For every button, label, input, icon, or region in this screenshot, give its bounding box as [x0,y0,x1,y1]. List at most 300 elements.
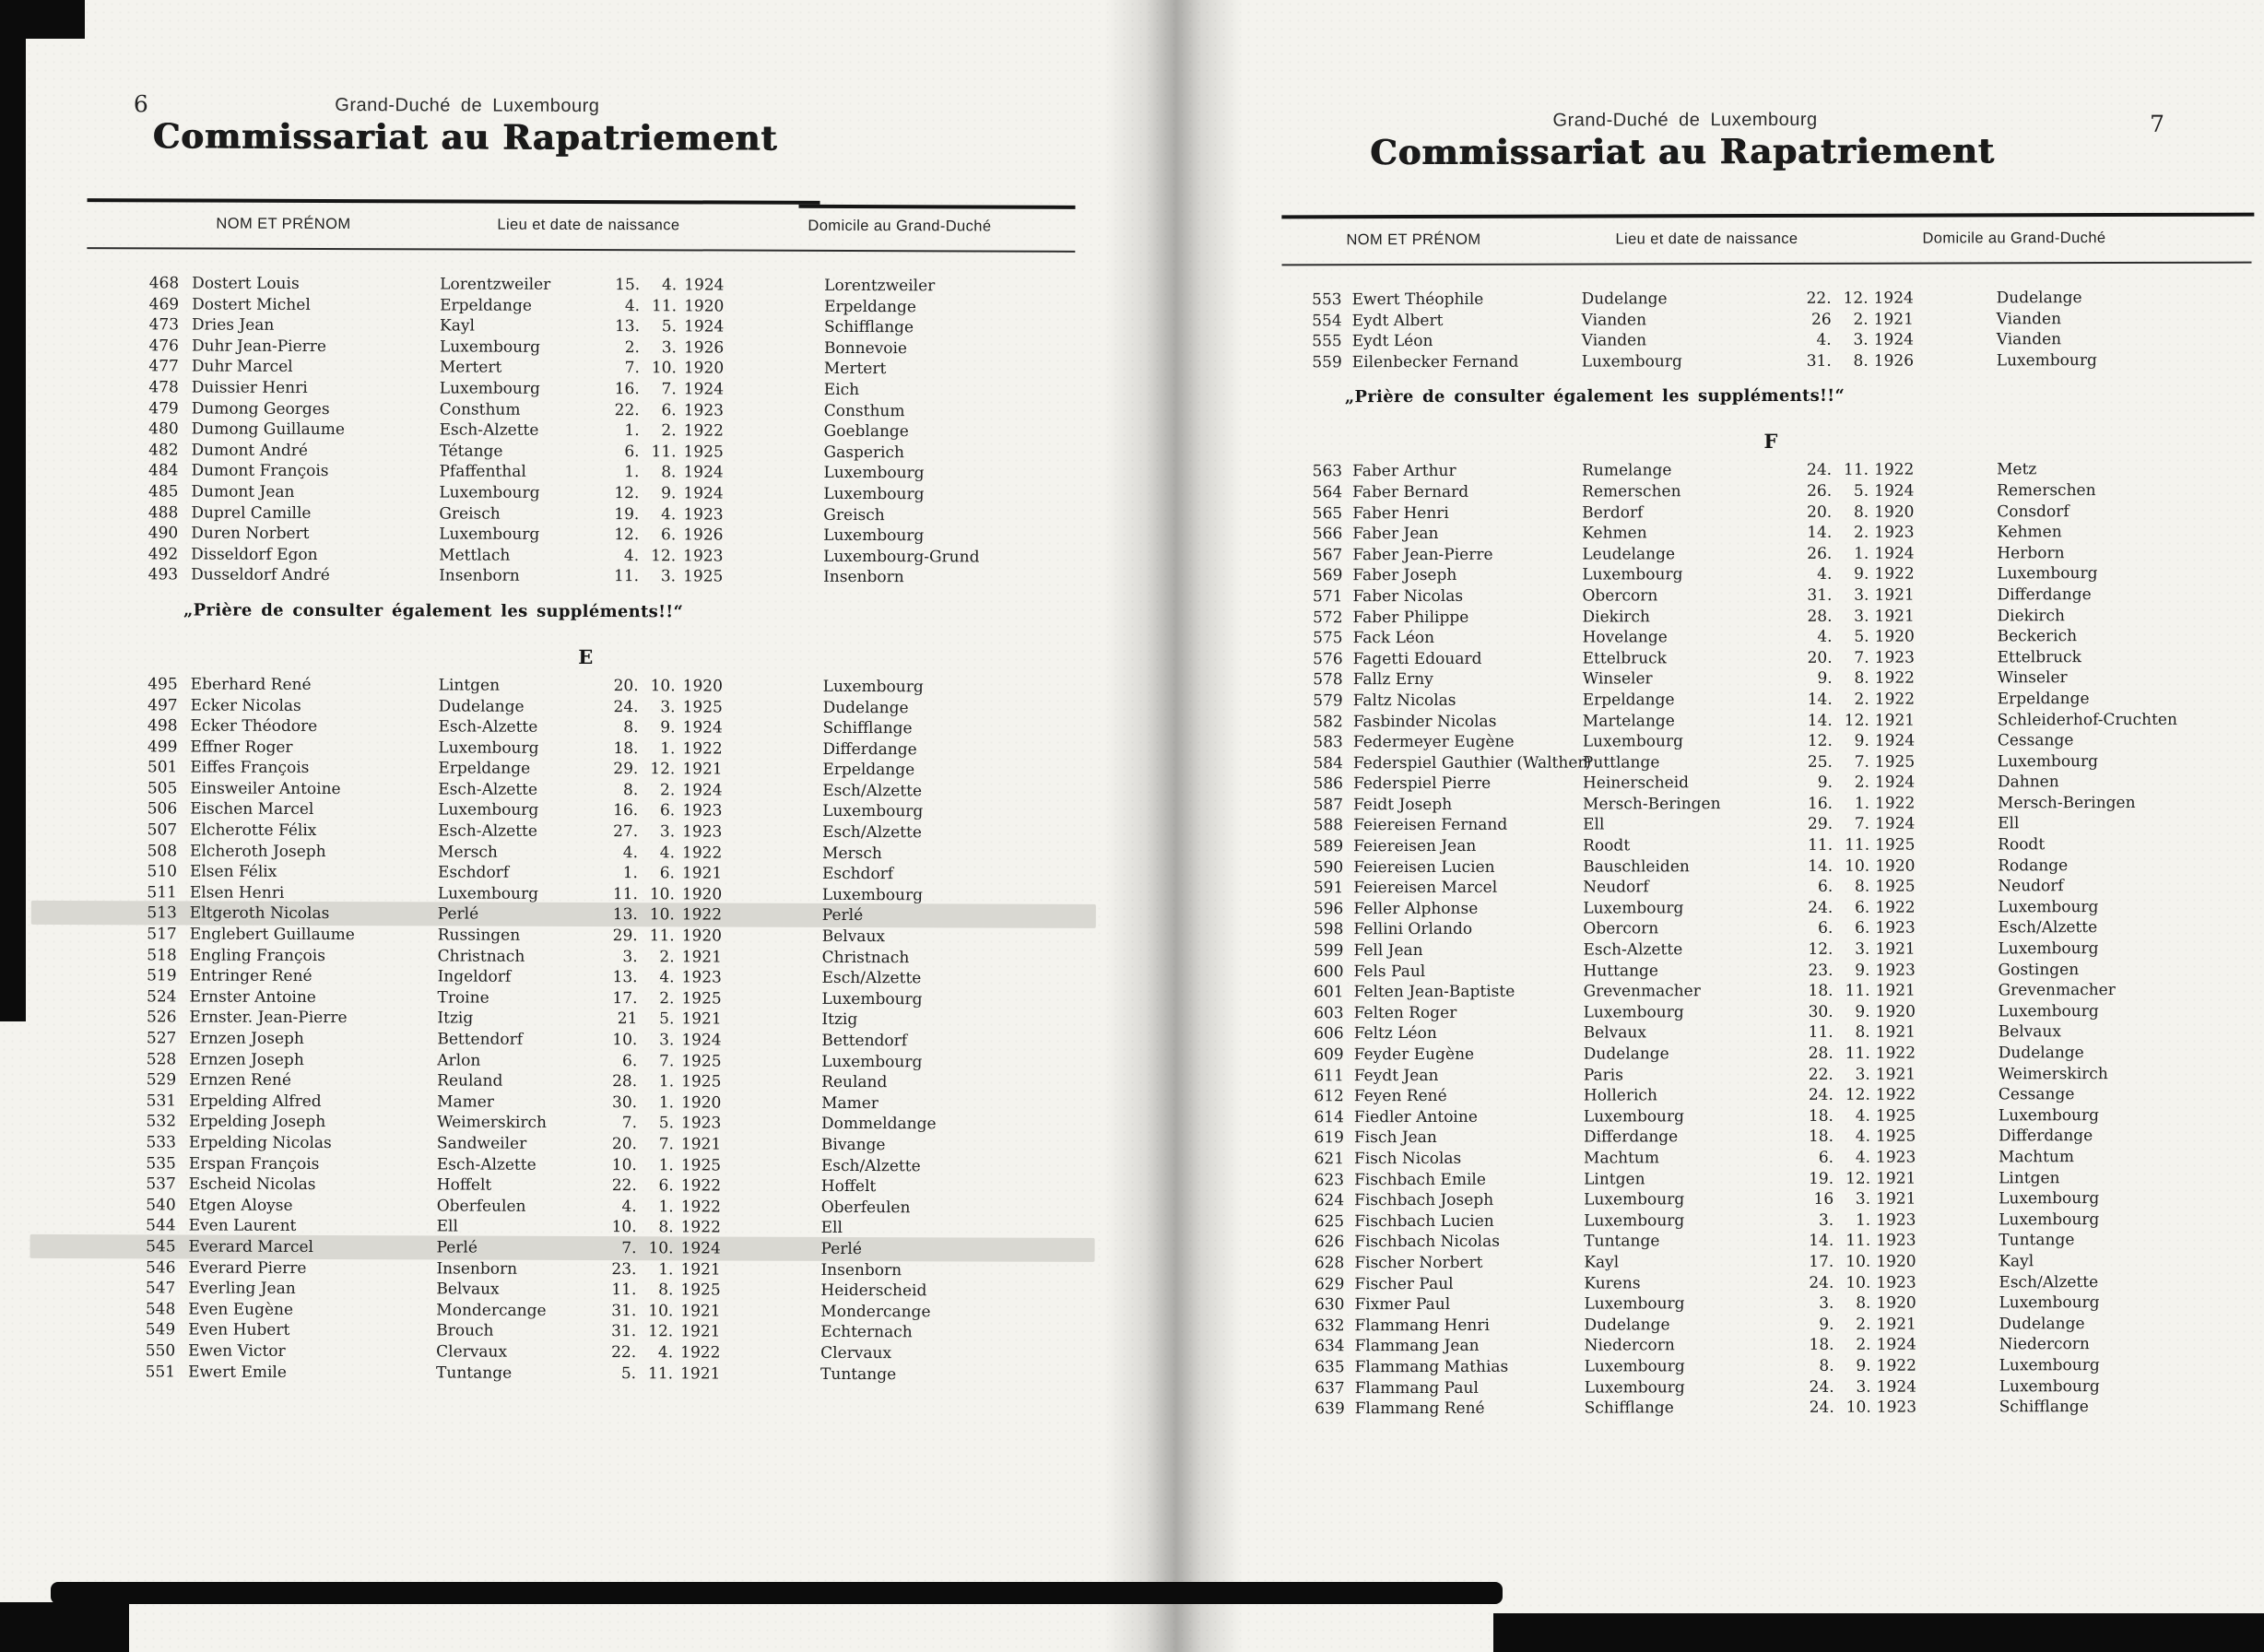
birth-year: 1922 [680,1343,721,1363]
person-name: Fellini Orlando [1353,920,1473,939]
person-name: Eilenbecker Fernand [1351,352,1519,372]
birth-month: 3. [1855,1189,1871,1209]
birthplace: Belvaux [436,1280,500,1299]
birth-year: 1922 [680,1176,722,1196]
domicile: Dudelange [822,698,909,717]
row-number: 578 [1313,670,1343,690]
domicile: Erpeldange [822,761,915,780]
birth-day: 6. [1818,919,1834,938]
person-name: Eltgeroth Nicolas [189,903,330,924]
birth-day: 5. [620,1363,637,1383]
domicile: Differdange [822,739,917,759]
birthplace: Kayl [440,316,475,336]
birth-day: 19. [1809,1169,1834,1188]
birth-day: 29. [612,926,638,946]
birth-day: 3. [1819,1293,1834,1313]
row-number: 639 [1315,1399,1345,1419]
person-name: Duren Norbert [191,524,310,544]
birth-day: 24. [1809,1377,1834,1397]
person-name: Felten Roger [1353,1003,1457,1022]
birth-month: 9. [661,484,677,503]
person-name: Duhr Jean-Pierre [191,336,327,356]
birth-day: 24. [1808,898,1834,917]
birth-month: 2. [661,421,677,441]
birth-day: 14. [1809,1232,1834,1251]
birth-month: 3. [1855,1065,1870,1084]
birth-month: 3. [661,338,677,358]
birth-month: 10. [1845,1252,1871,1271]
table-row [1284,1147,2261,1170]
domicile: Clervaux [820,1343,892,1363]
row-number: 501 [147,758,178,777]
birth-year: 1921 [681,1009,722,1029]
birth-year: 1924 [683,463,724,482]
birth-month: 2. [659,947,675,966]
birth-day: 26 [1810,310,1832,329]
row-number: 477 [148,357,179,376]
birth-day: 22. [611,1343,637,1363]
person-name: Feydt Jean [1353,1066,1439,1085]
person-name: Feiereisen Marcel [1353,879,1498,898]
person-name: Dumont François [191,461,329,481]
birth-month: 11. [649,926,675,946]
birthplace: Luxembourg [1581,352,1682,372]
person-name: Federspiel Pierre [1352,774,1492,794]
rows-container [83,273,1087,1386]
birth-month: 11. [1845,1232,1871,1251]
domicile: Mersch [822,844,882,863]
birthplace: Sandweiler [436,1134,527,1153]
birth-month: 4. [659,968,675,987]
row-number: 546 [145,1257,176,1277]
domicile: Machtum [1999,1148,2074,1167]
birth-month: 1. [658,1155,674,1174]
birth-day: 23. [1808,961,1834,980]
person-name: Federmeyer Eugène [1352,732,1515,752]
birth-day: 6. [624,442,640,461]
birth-month: 12. [1844,711,1869,730]
person-name: Dumont Jean [191,482,295,502]
birth-day: 30. [1808,1002,1834,1021]
column-header-birth: Lieu et date de naissance [1615,230,1798,248]
country-kicker: Grand-Duché de Luxembourg [1552,109,1818,131]
birth-day: 20. [1807,648,1833,667]
birth-year: 1922 [1875,794,1916,813]
person-name: Feltz Léon [1353,1024,1437,1044]
person-name: Faber Bernard [1352,482,1469,502]
person-name: Fell Jean [1353,941,1423,961]
table-row [1283,876,2260,899]
birth-month: 2. [1854,523,1869,542]
birth-day: 22. [1808,1065,1834,1084]
birth-day: 14. [1807,523,1833,543]
table-row [1284,1000,2261,1023]
birth-day: 14. [1808,856,1834,876]
birth-month: 11. [1845,835,1870,855]
birth-day: 4. [1817,565,1833,584]
person-name: Fallz Erny [1352,670,1433,690]
row-number: 553 [1312,290,1342,310]
birth-year: 1921 [1876,1169,1916,1188]
birthplace: Roodt [1583,836,1631,856]
row-number: 544 [146,1216,176,1235]
row-number: 545 [146,1237,176,1257]
scan-edge-left [0,0,26,1021]
domicile: Diekirch [1997,606,2065,625]
birth-year: 1924 [1874,481,1915,501]
birth-day: 18. [1808,1127,1834,1147]
birth-year: 1926 [683,525,724,545]
birthplace: Russingen [437,926,521,945]
birth-year: 1921 [1874,585,1915,605]
birthplace: Arlon [437,1051,481,1070]
row-number: 473 [148,315,180,335]
birth-day: 4. [1817,627,1833,646]
domicile: Reuland [821,1073,888,1092]
table-row [1282,288,2259,311]
birthplace: Leudelange [1582,545,1676,564]
birthplace: Berdorf [1582,502,1644,523]
domicile: Luxembourg [822,677,924,697]
birth-year: 1923 [682,801,723,820]
row-number: 609 [1314,1045,1344,1065]
table-row [1282,480,2259,503]
birth-month: 8. [1853,351,1869,371]
birthplace: Perlé [437,904,479,925]
person-name: Eydt Léon [1351,332,1433,351]
birth-day: 8. [1819,1356,1834,1375]
birth-month: 7. [1854,752,1869,772]
birth-day: 13. [612,905,638,925]
birth-year: 1922 [1874,564,1915,584]
table-row [1284,1126,2261,1149]
row-number: 493 [147,565,179,584]
row-number: 576 [1313,649,1343,669]
row-number: 492 [147,545,179,564]
birthplace: Machtum [1584,1149,1659,1168]
birth-year: 1924 [1876,1377,1916,1397]
birth-month: 9. [1855,961,1870,980]
birth-day: 29. [1808,815,1834,834]
person-name: Eydt Albert [1351,311,1444,330]
domicile: Tuntange [820,1364,897,1384]
birthplace: Esch-Alzette [438,821,537,841]
birthplace: Mettlach [439,546,511,565]
birth-day: 18. [1808,982,1834,1001]
birthplace: Esch-Alzette [439,420,539,440]
table-row [1284,1167,2261,1190]
domicile: Luxembourg [1997,751,2099,772]
person-name: Everard Pierre [188,1258,307,1278]
row-number: 526 [146,1008,177,1027]
birth-day: 10. [611,1155,637,1174]
row-number: 488 [147,502,179,522]
birth-month: 8. [1856,1293,1871,1313]
table-row [1283,689,2260,712]
birthplace: Lorentzweiler [440,275,551,294]
birth-month: 1. [658,1198,674,1217]
birthplace: Eschdorf [437,863,510,882]
domicile: Vianden [1996,309,2062,328]
person-name: Elcherotte Félix [190,820,317,841]
domicile: Luxembourg [1999,1376,2100,1396]
birth-year: 1924 [1873,330,1915,349]
birth-year: 1921 [1874,711,1916,730]
row-number: 484 [148,461,179,480]
birth-day: 24. [613,697,639,716]
birth-day: 31. [1807,585,1833,605]
birth-month: 9. [1854,731,1869,750]
row-number: 490 [147,524,179,543]
birth-month: 8. [1855,877,1870,897]
birth-month: 8. [658,1280,674,1300]
domicile: Dudelange [1998,1044,2084,1063]
birth-month: 1. [1854,794,1870,813]
person-name: Faber Henri [1352,503,1449,523]
divider [1281,262,2251,266]
birth-day: 8. [623,781,639,800]
domicile: Erpeldange [824,297,916,316]
row-number: 559 [1312,352,1342,372]
domicile: Luxembourg [1999,1293,2100,1313]
domicile: Winseler [1997,668,2068,688]
row-number: 567 [1312,545,1343,565]
birthplace: Rumelange [1582,461,1672,480]
birthplace: Consthum [439,400,521,419]
row-number: 575 [1313,629,1343,648]
person-name: Flammang Mathias [1354,1357,1509,1377]
birth-month: 3. [1854,607,1869,626]
birth-year: 1920 [1874,627,1915,646]
birth-year: 1925 [1874,752,1916,772]
birthplace: Insenborn [436,1258,518,1279]
birth-month: 4. [661,504,677,524]
birth-year: 1920 [1875,1002,1916,1021]
birth-month: 6. [1855,919,1870,938]
birthplace: Hollerich [1583,1086,1657,1105]
row-number: 598 [1313,920,1344,939]
birth-month: 6. [659,864,676,883]
birth-month: 9. [1854,565,1869,584]
birth-year: 1923 [1876,1148,1916,1167]
birth-day: 16. [1807,794,1834,813]
birth-year: 1924 [1874,731,1916,750]
row-number: 482 [148,441,179,460]
scan-edge-top-left [0,0,85,39]
birth-month: 9. [1855,1002,1870,1021]
birth-month: 4. [659,843,676,862]
birth-day: 4. [622,843,639,862]
birthplace: Differdange [1583,1127,1679,1147]
birth-month: 10. [1845,1273,1871,1292]
birthplace: Christnach [437,947,525,966]
domicile: Luxembourg [1998,897,2099,917]
birth-month: 10. [649,885,675,904]
birthplace: Tuntange [1584,1232,1660,1251]
birth-day: 28. [1807,607,1833,626]
domicile: Luxembourg [1998,939,2099,959]
domicile: Heiderscheid [820,1281,927,1301]
birthplace: Esch-Alzette [438,780,538,799]
person-name: Federspiel Gauthier (Walther) [1352,753,1592,773]
birth-day: 12. [1807,731,1833,750]
domicile: Erpeldange [1997,690,2090,709]
birth-year: 1921 [1875,939,1916,959]
table-row [1283,709,2260,732]
birth-month: 7. [661,380,677,399]
row-number: 495 [147,675,178,694]
domicile: Schleiderhof-Cruchten [1997,710,2177,729]
person-name: Fischer Paul [1354,1274,1454,1293]
page-gutter-shadow [1104,0,1243,1652]
person-name: Ernzen Joseph [189,1050,304,1069]
divider [88,198,820,205]
birth-day: 9. [1819,1315,1834,1334]
row-number: 584 [1313,753,1343,773]
birth-year: 1925 [680,1280,721,1300]
birth-month: 1. [1854,544,1869,563]
person-name: Erpelding Joseph [188,1112,326,1132]
birth-day: 24. [1808,1086,1834,1105]
person-name: Elcheroth Joseph [190,842,326,861]
person-name: Eiffes François [190,758,310,778]
birth-day: 1. [624,421,640,441]
table-row [1284,1292,2261,1316]
birth-year: 1921 [680,1135,722,1154]
birth-year: 1925 [681,989,722,1009]
table-row [1284,1043,2261,1066]
domicile: Esch/Alzette [821,969,922,988]
person-name: Eischen Marcel [190,799,314,820]
birth-month: 6. [659,801,676,820]
person-name: Elsen Félix [189,862,277,882]
table-row [1282,308,2259,331]
domicile: Echternach [820,1323,913,1342]
birth-year: 1924 [684,276,725,295]
birth-day: 8. [623,718,639,738]
rows-container [1282,288,2262,1420]
birthplace: Erpeldange [440,296,532,315]
birth-month: 10. [1845,856,1870,876]
birthplace: Esch-Alzette [1583,940,1683,960]
row-number: 510 [147,862,178,881]
row-number: 554 [1312,311,1342,330]
birthplace: Erpeldange [1582,690,1675,710]
birth-year: 1923 [681,968,722,987]
birth-month: 11. [652,296,678,315]
birth-year: 1921 [680,1363,721,1384]
person-name: Fixmer Paul [1354,1295,1451,1315]
birthplace: Luxembourg [1582,565,1683,584]
birthplace: Erpeldange [438,759,531,779]
birth-day: 28. [612,1072,638,1092]
row-number: 599 [1313,941,1344,961]
birth-month: 5. [1854,627,1869,646]
row-number: 571 [1312,587,1343,607]
birth-day: 7. [621,1114,638,1133]
domicile: Grevenmacher [1998,981,2116,1000]
section-letter: E [578,644,594,668]
birth-year: 1920 [1875,856,1916,876]
person-name: Fischer Norbert [1354,1253,1483,1273]
birth-month: 5. [661,317,678,336]
birth-day: 13. [614,317,641,336]
table-row [86,564,1086,588]
birth-month: 2. [1856,1336,1871,1355]
domicile: Esch/Alzette [1999,1272,2099,1292]
table-row [1284,1230,2261,1253]
birthplace: Puttlange [1582,753,1660,773]
birthplace: Ingeldorf [437,967,512,986]
birth-year: 1922 [1875,1085,1916,1104]
person-name: Faber Joseph [1352,566,1457,585]
person-name: Even Eugène [188,1300,294,1319]
birth-month: 4. [657,1343,674,1363]
person-name: Faber Nicolas [1352,586,1464,607]
person-name: Englebert Guillaume [189,925,355,945]
row-number: 625 [1314,1211,1345,1232]
birthplace: Vianden [1581,310,1647,330]
person-name: Ecker Théodore [190,716,318,737]
birth-year: 1921 [1876,1315,1916,1334]
table-row [1282,542,2259,565]
column-header-birth: Lieu et date de naissance [497,216,680,234]
birth-month: 11. [647,1363,674,1383]
birth-month: 11. [1845,1044,1870,1063]
birth-month: 1. [658,1259,674,1279]
scan-edge-bottom-right [1493,1613,2264,1652]
birth-month: 10. [648,1301,674,1321]
person-name: Fels Paul [1353,962,1426,981]
domicile: Esch/Alzette [1998,918,2098,938]
birth-year: 1920 [1876,1252,1916,1271]
person-name: Ernster. Jean-Pierre [189,1008,348,1028]
birth-year: 1920 [682,677,723,696]
table-row [1283,896,2260,919]
birthplace: Hovelange [1582,628,1668,647]
person-name: Fisch Jean [1353,1128,1437,1148]
domicile: Dudelange [1996,289,2082,308]
birthplace: Clervaux [436,1342,508,1362]
birth-month: 12. [651,546,677,566]
row-number: 628 [1314,1254,1345,1273]
domicile: Perlé [821,906,864,926]
table-row [1285,1397,2262,1420]
domicile: Lintgen [1999,1168,2060,1187]
row-number: 621 [1314,1150,1345,1169]
domicile: Kehmen [1997,523,2062,542]
birth-year: 1924 [1874,544,1915,563]
birth-month: 1. [658,1093,675,1113]
birth-day: 4. [623,546,640,565]
domicile: Mondercange [820,1302,931,1322]
page-7 [1281,87,2258,1419]
domicile: Christnach [821,948,910,967]
person-name: Fiedler Antoine [1353,1107,1478,1127]
row-number: 563 [1312,462,1343,481]
domicile: Luxembourg [821,1052,923,1071]
domicile: Esch/Alzette [822,822,922,843]
birth-year: 1922 [1876,1356,1916,1375]
row-number: 606 [1314,1024,1344,1044]
domicile: Greisch [823,505,885,525]
birth-year: 1922 [680,1218,721,1237]
person-name: Faber Jean-Pierre [1352,545,1493,564]
birth-month: 7. [1854,648,1869,667]
birth-month: 6. [661,400,677,419]
person-name: Dumong Guillaume [191,419,345,440]
birth-year: 1924 [681,1031,722,1050]
